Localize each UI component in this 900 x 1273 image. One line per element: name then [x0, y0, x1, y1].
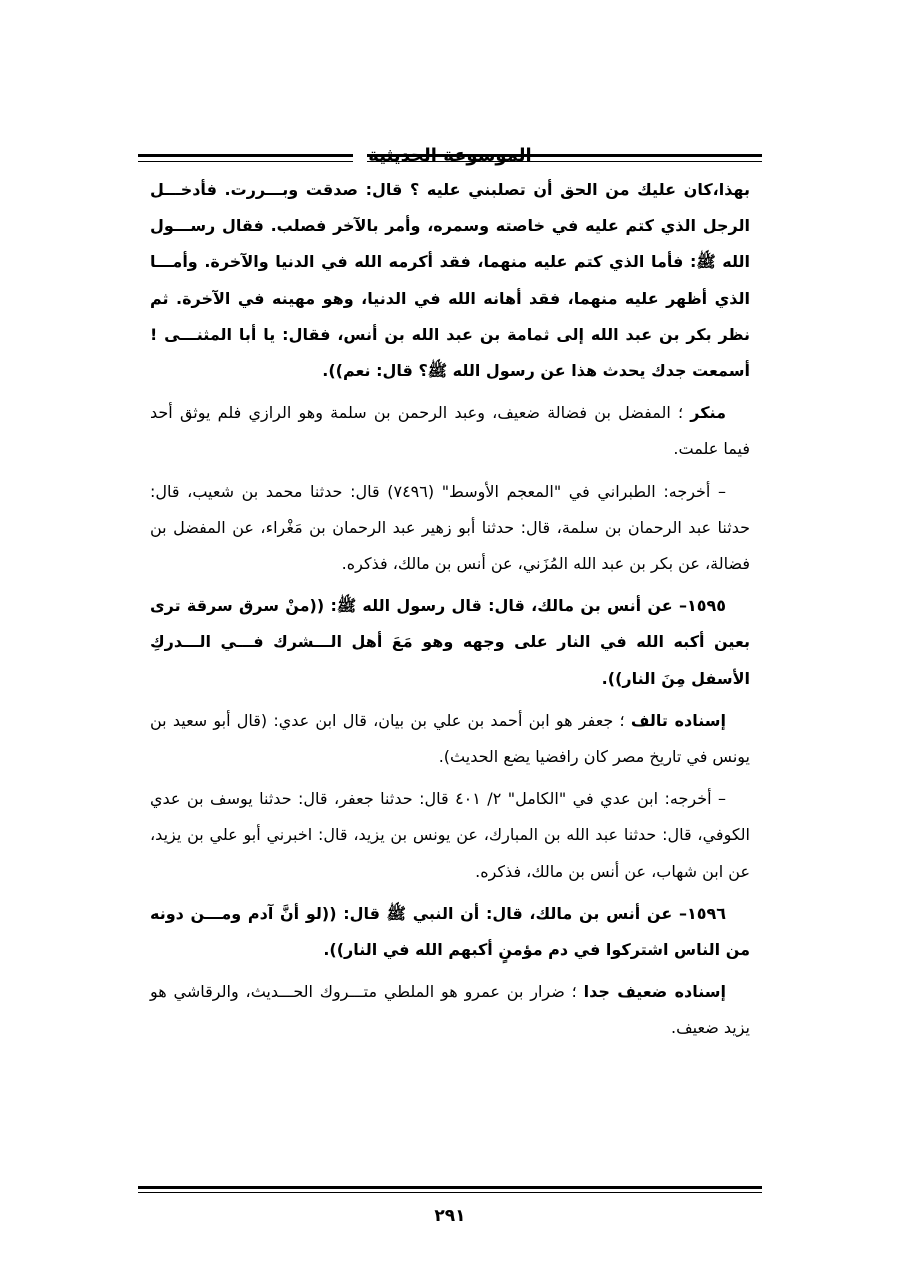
footer-rule: [138, 1186, 762, 1193]
grading-label: إسناده ضعيف جدا: [583, 982, 727, 1002]
paragraph-hadith-1596: ١٥٩٦– عن أنس بن مالك، قال: أن النبي ﷺ قال: ((لو أنَّ آدم ومـــن دونه من الناس اشتركوا في دم مؤمنٍ أكبهم الله في النار)).: [150, 903, 750, 960]
grading-label: إسناده تالف: [630, 710, 726, 730]
grading-label: منكر: [690, 403, 726, 423]
paragraph-takhrij-2: – أخرجه: ابن عدي في "الكامل" ٢/ ٤٠١ قال: حدثنا جعفر، قال: حدثنا يوسف بن عدي الكوفي، قال: حدثنا عبد الله بن المبارك، عن يونس بن يزيد، قال: اخبرني أبو علي بن يزيد، عن ابن شهاب، عن أنس بن مالك، فذكره.: [150, 789, 750, 881]
running-header: [138, 142, 762, 176]
paragraph-grading-1: [150, 395, 750, 467]
header-rule-left: [138, 154, 353, 162]
header-title: الموسوعة الحديثية: [368, 145, 532, 166]
grading-text: ؛ المفضل بن فضالة ضعيف، وعبد الرحمن بن سلمة وهو الرازي فلم يوثق أحد فيما علمت.: [150, 403, 750, 459]
grading-text: ؛ جعفر هو ابن أحمد بن علي بن بيان، قال ابن عدي: (قال أبو سعيد بن يونس في تاريخ مصر كان رافضيا يضع الحديث).: [150, 710, 750, 767]
paragraph-takhrij-1: – أخرجه: الطبراني في "المعجم الأوسط" (٧٤٩٦) قال: حدثنا محمد بن شعيب، قال: حدثنا عبد الرحمان بن سلمة، قال: حدثنا أبو زهير عبد الرحمان بن مَغْراء، عن المفضل بن فضالة، عن بكر بن عبد الله المُزَني، عن أنس بن مالك، فذكره.: [150, 481, 750, 574]
page-body: [150, 172, 750, 1053]
paragraph-grading-2: [150, 703, 750, 775]
grading-text: ؛ ضرار بن عمرو هو الملطي متـــروك الحـــديث، والرقاشي هو يزيد ضعيف.: [150, 982, 750, 1038]
page-number: ٢٩١: [434, 1206, 466, 1226]
paragraph-hadith-1595: ١٥٩٥– عن أنس بن مالك، قال: قال رسول الله ﷺ: ((منْ سرق سرقة ترى بعين أكبه الله في النار على وجهه وهو مَعَ أهل الـــشرك فـــي الـــدركِ الأسفل مِنَ النار)).: [150, 596, 750, 688]
paragraph-grading-3: [150, 974, 750, 1046]
paragraph-hadith-continuation: بهذا،كان عليك من الحق أن تصلبني عليه ؟ قال: صدقت وبـــررت. فأدخـــل الرجل الذي كتم عليه في خاصته وسمره، وأمر بالآخر فصلب. فقال رســـول الله ﷺ: فأما الذي كتم عليه منهما، فقد أكرمه الله في الدنيا والآخرة. وأمـــا الذي أظهر عليه منهما، فقد أهانه الله في الدنيا، وهو مهينه في الآخرة. ثم نظر بكر بن عبد الله إلى ثمامة بن عبد الله بن أنس، فقال: يا أبا المثنـــى ! أسمعت جدك يحدث هذا عن رسول الله ﷺ؟ قال: نعم)).: [150, 180, 750, 381]
